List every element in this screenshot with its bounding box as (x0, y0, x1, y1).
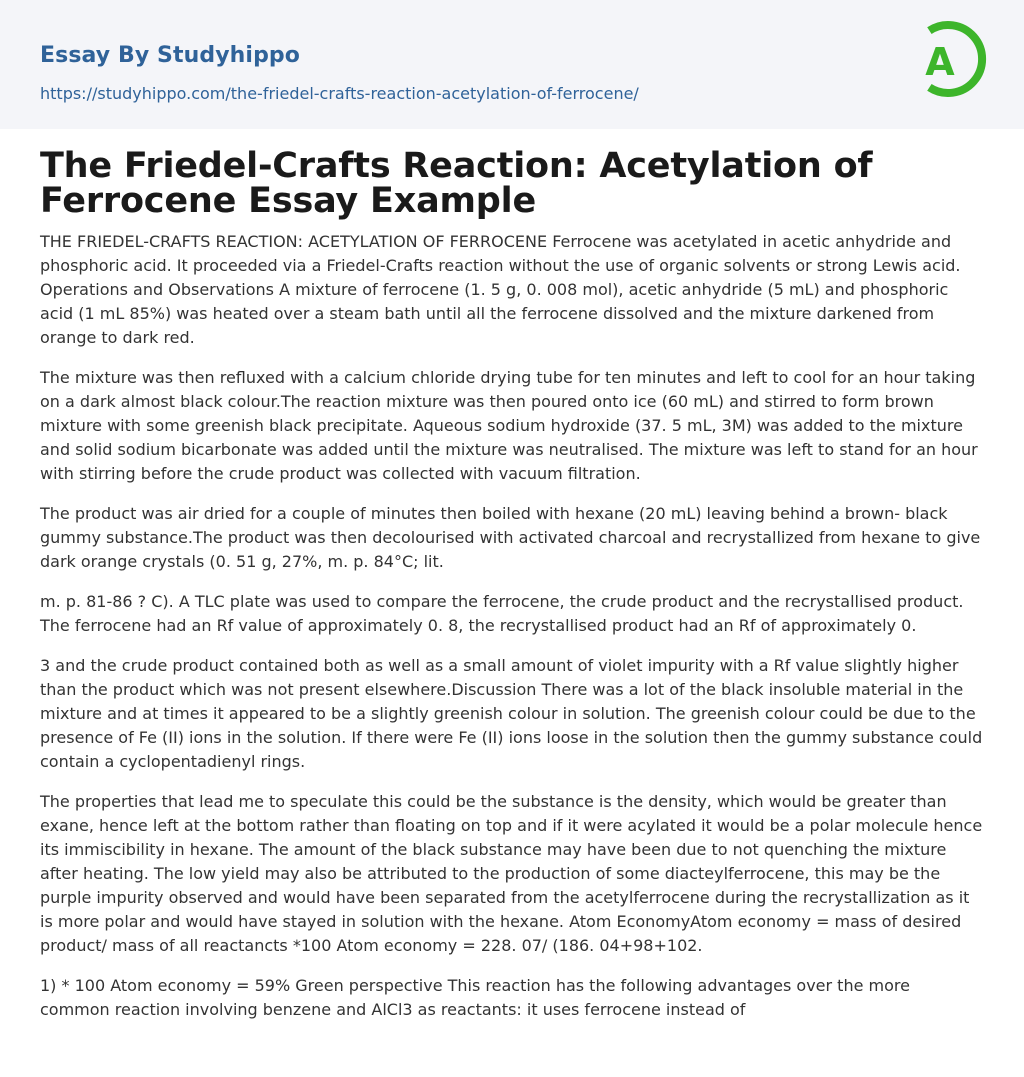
essay-url-link[interactable]: https://studyhippo.com/the-friedel-crafts-reaction-acetylation-of-ferrocene/ (40, 84, 639, 103)
site-header (0, 0, 1024, 129)
essay-paragraph: The properties that lead me to speculate this could be the substance is the density, which would be greater than exane, hence left at the bottom rather than floating on top and if it were acylated it would be a polar molecule hence its immiscibility in hexane. The amount of the black substance may have been due to not quenching the mixture after heating. The low yield may also be attributed to the production of some diacteylferrocene, this may be the purple impurity observed and would have been separated from the acetylferrocene during the recrystallization as it is more polar and would have stayed in solution with the hexane. Atom EconomyAtom economy = mass of desired product/ mass of all reactancts *100 Atom economy = 228. 07/ (186. 04+98+102. (40, 792, 983, 955)
essay-content (0, 129, 1024, 1022)
essay-paragraph: The mixture was then refluxed with a calcium chloride drying tube for ten minutes and left to cool for an hour taking on a dark almost black colour.The reaction mixture was then poured onto ice (60 mL) and stirred to form brown mixture with some greenish black precipitate. Aqueous sodium hydroxide (37. 5 mL, 3M) was added to the mixture and solid sodium bicarbonate was added until the mixture was neutralised. The mixture was left to stand for an hour with stirring before the crude product was collected with vacuum filtration. (40, 368, 978, 483)
essay-paragraph: The product was air dried for a couple of minutes then boiled with hexane (20 mL) leaving behind a brown- black gummy substance.The product was then decolourised with activated charcoal and recrystallized from hexane to give dark orange crystals (0. 51 g, 27%, m. p. 84°C; lit. (40, 504, 981, 571)
essay-paragraph: m. p. 81-86 ? C). A TLC plate was used to compare the ferrocene, the crude product and the recrystallised product. The ferrocene had an Rf value of approximately 0. 8, the recrystallised product had an Rf of approximately 0. (40, 592, 964, 635)
essay-title: The Friedel-Crafts Reaction: Acetylation of Ferrocene Essay Example (40, 146, 873, 221)
logo-letter: A (925, 40, 955, 84)
essay-paragraph: 3 and the crude product contained both as well as a small amount of violet impurity with a Rf value slightly higher than the product which was not present elsewhere.Discussion There was a lot of the black insoluble material in the mixture and at times it appeared to be a slightly greenish colour in solution. The greenish colour could be due to the presence of Fe (II) ions in the solution. If there were Fe (II) ions loose in the solution then the gummy substance could contain a cyclopentadienyl rings. (40, 656, 983, 771)
studyhippo-logo-icon[interactable] (909, 17, 989, 107)
brand-title[interactable]: Essay By Studyhippo (40, 43, 300, 68)
essay-paragraph: 1) * 100 Atom economy = 59% Green perspective This reaction has the following advantages over the more common reaction involving benzene and AlCl3 as reactants: it uses ferrocene instead of (40, 976, 910, 1019)
essay-paragraph: THE FRIEDEL-CRAFTS REACTION: ACETYLATION OF FERROCENE Ferrocene was acetylated in acetic anhydride and phosphoric acid. It proceeded via a Friedel-Crafts reaction without the use of organic solvents or strong Lewis acid. Operations and Observations A mixture of ferrocene (1. 5 g, 0. 008 mol), acetic anhydride (5 mL) and phosphoric acid (1 mL 85%) was heated over a steam bath until all the ferrocene dissolved and the mixture darkened from orange to dark red. (40, 232, 961, 347)
